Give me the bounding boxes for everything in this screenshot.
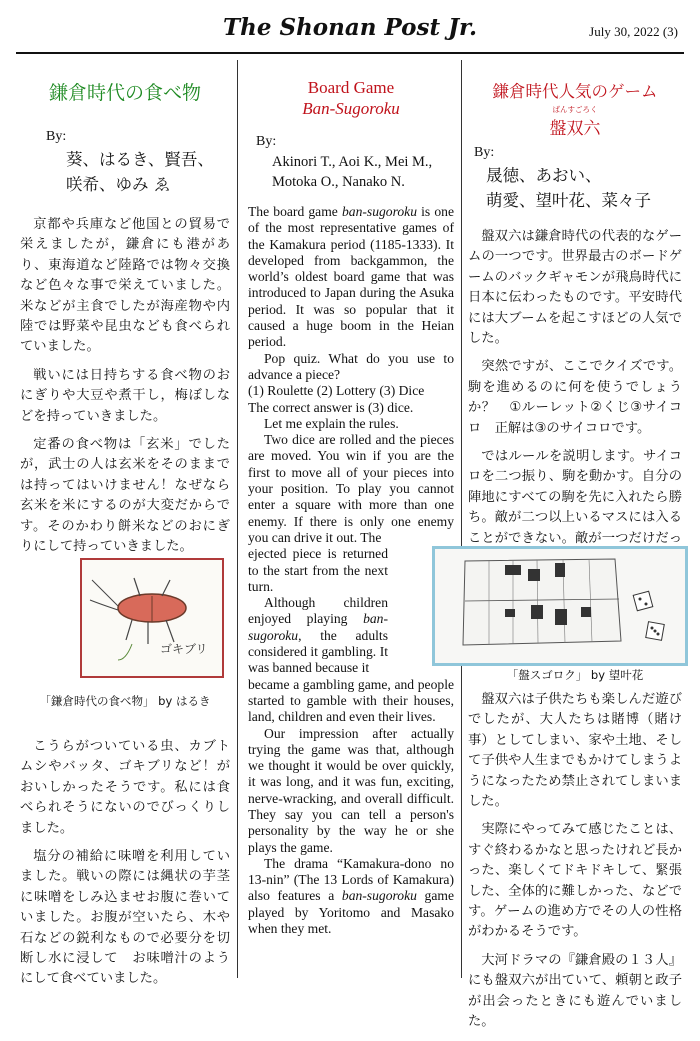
middle-byline: By: (256, 134, 277, 149)
game-name: ban-sugoroku (341, 204, 417, 219)
masthead-rule (16, 52, 684, 54)
cockroach-drawing (80, 558, 224, 678)
middle-authors: Akinori T., Aoi K., Mei M., Motoka O., Nanako N. (272, 154, 433, 190)
text-run: game played by Yoritomo and Masako when they met. (248, 888, 454, 937)
cockroach-icon (82, 560, 222, 676)
middle-paragraph: Let me explain the rules. (264, 415, 399, 431)
right-paragraph: 大河ドラマの『鎌倉殿の１３人』にも盤双六が出ていて、頼朝と政子が出会ったときにも遊んでいました。 (468, 952, 682, 1030)
middle-paragraph: Two dice are rolled and the pieces are moved. You win if you are the first to move all of your pieces into your position. To play you cannot enter a square with more than one enemy. If there is only one enemy you can drive it out. The (248, 432, 454, 545)
middle-column (248, 60, 454, 937)
middle-paragraph: Pop quiz. What do you use to advance a piece? (248, 350, 454, 382)
column-divider-right (461, 60, 462, 978)
left-authors (66, 147, 230, 197)
left-authors-line2: 咲希、ゆみ ゑ (66, 175, 171, 194)
right-column (468, 60, 682, 618)
column-divider-left (237, 60, 238, 978)
right-heading-title: 盤双六 (549, 119, 601, 139)
left-paragraph: 定番の食べ物は「玄米」でしたが，武士の人は玄米をそのままでは持ってはいけません！なぜなら玄米を米にするのが大変だからです。そのかわり餅米などのおにぎりにして持っていきました。 (20, 437, 230, 555)
right-paragraph: 盤双六は子供たちも楽しんだ遊びでしたが、大人たちは賭博（賭け事）としてしまい、家や土地、そして子供や人生までもかけてしまうようになったため禁止されてしまいました。 (468, 692, 682, 810)
left-authors-line1: 葵、はるき、賢吾、 (66, 150, 214, 169)
right-caption: 「盤スゴロク」 by 望叶花 (506, 668, 644, 682)
middle-paragraph-wrap: ejected piece is returned to the start from the next turn. (248, 546, 388, 594)
text-run: , the adults considered it gambling. It was banned because it (248, 627, 388, 676)
text-run: The board game (248, 204, 342, 219)
right-paragraph: 突然ですが、ここでクイズです。駒を進めるのに何を使うでしょうか？ ①ルーレット②くじ③サイコロ 正解は③のサイコロです。 (468, 359, 682, 436)
issue-date: July 30, 2022 (3) (589, 24, 678, 39)
right-heading-ruby: ばんすごろく (552, 105, 598, 114)
middle-paragraph-wrap (248, 595, 388, 676)
left-article-part1 (20, 215, 230, 558)
drawing-label: ゴキブリ (160, 642, 208, 656)
text-run: The drama “Kamakura-dono no 13-nin” (The 13 Lords of Kamakura) also features a (248, 855, 454, 904)
quiz-options: (1) Roulette (2) Lottery (3) Dice (248, 383, 425, 399)
right-heading: 鎌倉時代人気のゲーム (492, 82, 658, 101)
masthead (0, 0, 700, 48)
left-caption: 「鎌倉時代の食べ物」 by はるき (39, 694, 211, 708)
right-paragraph: 盤双六は鎌倉時代の代表的なゲームの一つです。世界最古のボードゲームのバックギャモンが飛鳥時代に日本に伝わったものです。平安時代には大ブームを起こすほどの人気でした。 (468, 229, 682, 347)
left-byline: By: (46, 129, 67, 144)
left-paragraph: 塩分の補給に味噌を利用していました。戦いの際には縄状の芋茎に味噌をしみ込ませお腹に巻いていました。お腹が空いたら、木や石などの鋭利なもので必要分を切断し水に浸して お味噌汁のようにして食べていました。 (20, 849, 230, 987)
right-paragraph: ではルールを説明します。サイコロを二つ振り、駒を動かす。自分の陣地にすべての駒を先に入れたら勝ち。敵が二つ以上いるマスには入ることができない。敵が一つだけだっ (468, 449, 682, 546)
right-paragraph: 実際にやってみて感じたことは、すぐ終わるかなと思ったけれど長かった、楽しくてドキドキして、緊張した、全体的に難しかった、などです。ゲームの進め方でその人の性格がわかるそうです。 (468, 822, 682, 940)
left-paragraph: 戦いには日持ちする食べ物のおにぎりや大豆や煮干し，梅ぼしなどを持っていきました。 (20, 367, 230, 424)
game-board-icon (435, 549, 685, 663)
middle-paragraph (248, 856, 454, 937)
middle-paragraph: Our impression after actually trying the game was that, although we thought it would be over quickly, it was long, and it was fun, exciting, nerve-wracking, and overall difficult. They say you can tell a person's personality by the way he or she plays the game. (248, 725, 454, 855)
right-authors (486, 163, 682, 213)
quiz-answer: The correct answer is (3) dice. (248, 399, 414, 415)
right-authors-line2: 萌愛、望叶花、菜々子 (486, 191, 651, 210)
left-article-part2 (20, 737, 230, 998)
left-heading: 鎌倉時代の食べ物 (48, 82, 201, 104)
left-paragraph: こうらがついている虫、カブトムシやバッタ、ゴキブリなど！がおいしかったそうです。私には食べられそうにないのでびっくりしました。 (20, 739, 230, 836)
middle-paragraph: became a gambling game, and people started to gamble with their houses, land, children and even their lives. (248, 676, 454, 725)
middle-paragraph (248, 204, 454, 351)
middle-heading-italic: Ban-Sugoroku (302, 99, 400, 118)
sugoroku-drawing (432, 546, 688, 666)
left-column (20, 60, 230, 566)
game-name: ban-sugoroku (248, 611, 388, 643)
right-article-part2 (468, 690, 682, 1041)
right-byline: By: (474, 145, 495, 160)
left-paragraph: 京都や兵庫など他国との貿易で栄えましたが，鎌倉にも港があり、東海道など陸路では物々交換など色々な事で栄えていました。米などが主食でしたが海産物や内陸では野菜や昆虫なども食べられていました。 (20, 217, 230, 355)
right-authors-line1: 晟徳、あおい、 (486, 166, 602, 185)
middle-heading: Board Game (307, 78, 395, 97)
middle-article (248, 204, 454, 937)
game-name: ban-sugoroku (341, 888, 417, 904)
newspaper-title: The Shonan Post Jr. (223, 14, 477, 41)
text-run: Although children enjoyed playing (248, 595, 388, 627)
text-run: is one of the most representative games of the Kamakura period (1185-1333). It developed from backgammon, the world’s oldest board game that was introduced to Japan during the Asuka period. It was so popular that it caused a huge boom in the Heian period. (248, 204, 454, 350)
